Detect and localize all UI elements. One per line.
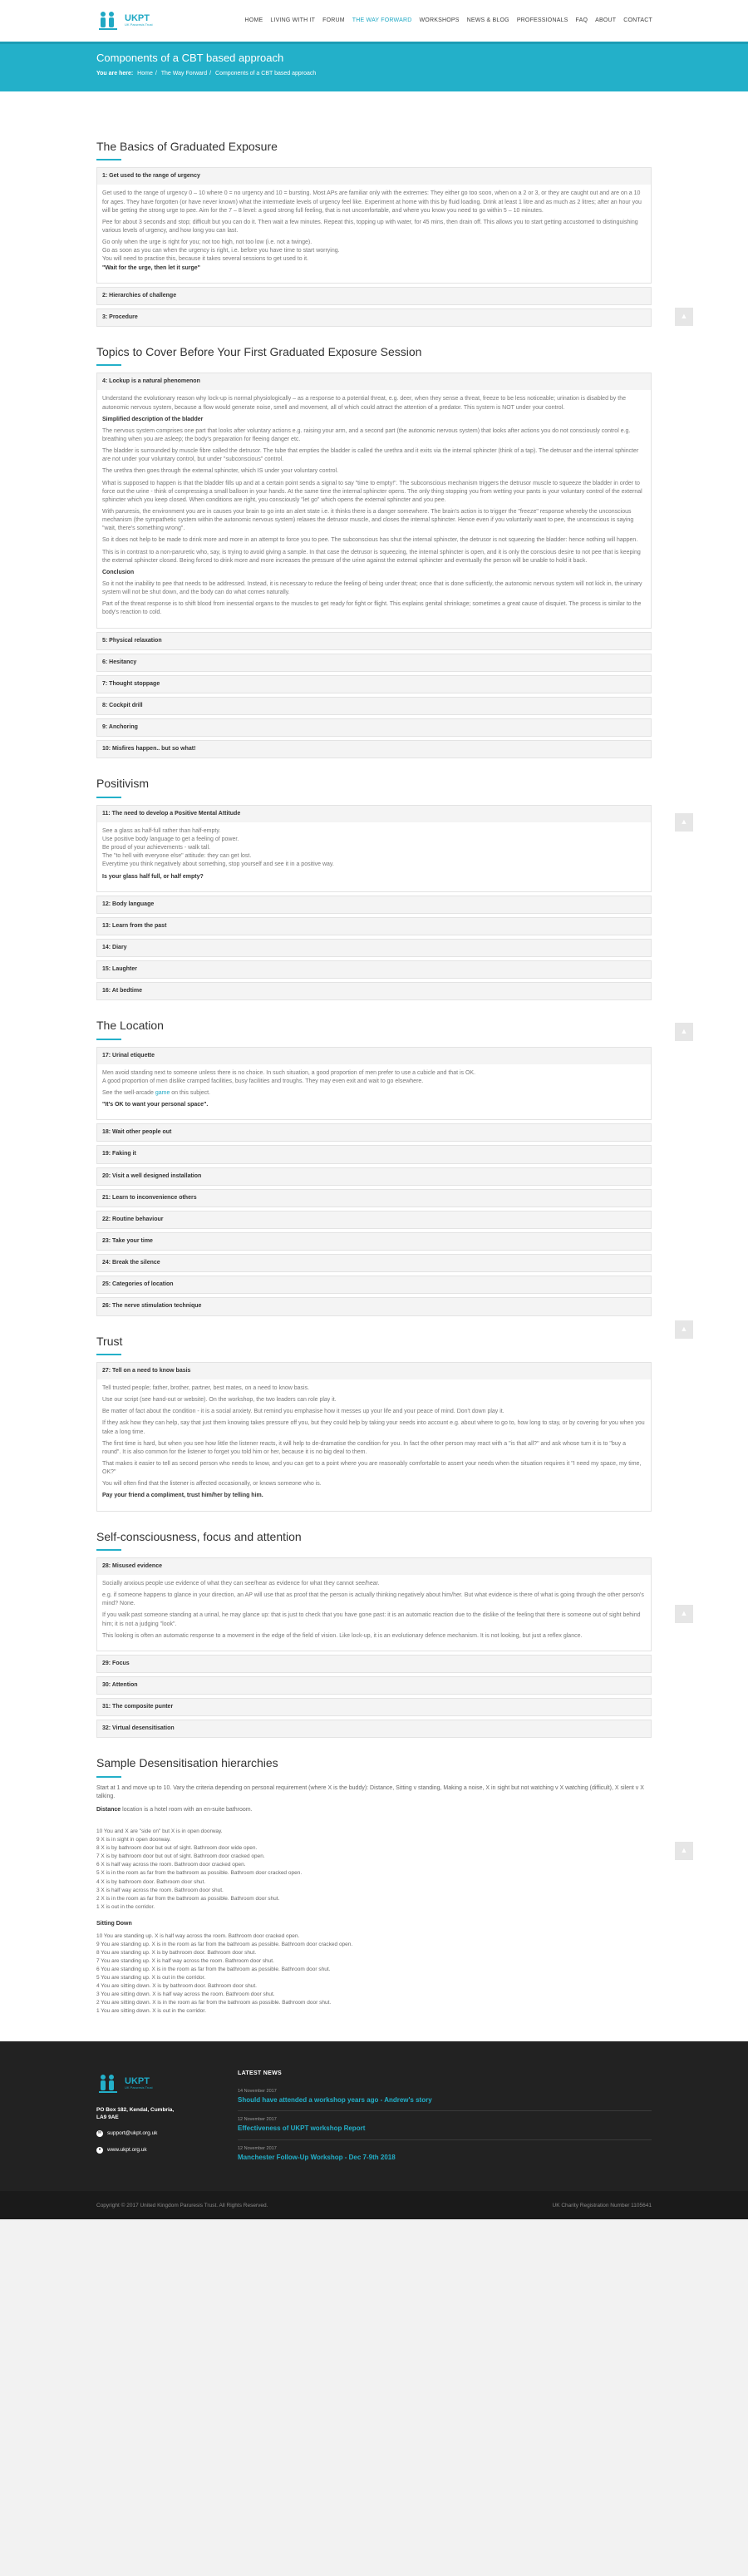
charity-number: UK Charity Registration Number 1105641 <box>552 2202 652 2208</box>
page-title-bar <box>0 42 748 91</box>
accordion-header[interactable]: 17: Urinal etiquette <box>97 1048 651 1064</box>
logo-figures-icon <box>96 2071 121 2096</box>
logo-figures-icon <box>96 8 121 33</box>
list-item: 1 You are sitting down. X is out in the corridor. <box>96 2008 206 2015</box>
page-title: Components of a CBT based approach <box>96 52 284 64</box>
paragraph: A good proportion of men dislike cramped facilities, busy facilities and troughs. They may even exit and wait to go elsewhere. <box>102 1078 424 1084</box>
paragraph: e.g. if someone happens to glance in your direction, an AP will use that as proof that the person is actually thinking negatively about him/her. But what evidence is there of what is going through the other person's mind? None. <box>102 1592 644 1607</box>
list-item: 3 X is half way across the room. Bathroom door shut. <box>96 1887 224 1893</box>
accordion-item-open[interactable] <box>96 805 652 892</box>
list-item: 2 You are sitting down. X is in the room as far from the bathroom as possible. Bathroom door shut. <box>96 2000 332 2006</box>
accordion-item-open[interactable] <box>96 1557 652 1651</box>
list-item: 7 X is by bathroom door but out of sight. Bathroom door cracked open. <box>96 1853 265 1860</box>
nav-faq[interactable]: FAQ <box>575 17 588 23</box>
accordion-header[interactable]: 18: Wait other people out <box>97 1124 651 1141</box>
section-title-graduated-exposure: The Basics of Graduated Exposure <box>96 140 278 153</box>
news-date: 12 November 2017 <box>238 2117 277 2123</box>
paragraph: What is supposed to happen is that the bladder fills up and at a certain point sends a signal to say "time to empty!". The subconscious mechanism triggers the detrusor muscle to squeeze the bladder in order to force out the urine - think of compressing a small balloon in your hands. At the same time the internal sphincter opens. The only thing stopping you from wetting your pants is your voluntary control of the external sphincter which you keep closed. When conditions are right, you consciously "let go" which opens the external sphincter and you pee. <box>102 480 642 503</box>
quote: Pay your friend a compliment, trust him/her by telling him. <box>102 1493 263 1499</box>
paragraph: That makes it easier to tell as second person who needs to know, and you can get to a point where you are reasonably comfortable to assert your needs when the situation requires it "I need my space, my time, OK?" <box>102 1461 642 1476</box>
accordion-header[interactable]: 31: The composite punter <box>97 1699 651 1715</box>
paragraph: Part of the threat response is to shift blood from inessential organs to the muscles to get ready for fight or flight. This explains genital shrinkage; sometimes a great cause of disquiet. The process is similar to the body's reaction to cold. <box>102 601 642 616</box>
accordion-item[interactable] <box>96 308 652 327</box>
bottom-bar <box>0 2191 748 2219</box>
logo-text: UKPT <box>125 2075 150 2086</box>
section-title-trust: Trust <box>96 1334 123 1348</box>
footer <box>0 2041 748 2192</box>
section-title-location: The Location <box>96 1019 164 1033</box>
accordion-body <box>97 390 651 627</box>
news-title-link[interactable]: Effectiveness of UKPT workshop Report <box>238 2124 366 2133</box>
accordion-header[interactable]: 16: At bedtime <box>97 983 651 999</box>
scroll-top-button[interactable] <box>675 1320 693 1339</box>
accordion-header[interactable]: 14: Diary <box>97 940 651 956</box>
distance-list <box>96 1828 652 1912</box>
list-item: 4 X is by bathroom door. Bathroom door shut. <box>96 1878 206 1885</box>
accordion-item[interactable] <box>96 654 652 672</box>
list-item: 10 You and X are "side on" but X is in open doorway. <box>96 1828 223 1835</box>
news-title-link[interactable]: Should have attended a workshop years ago - Andrew's story <box>238 2095 432 2104</box>
nav-forum[interactable]: FORUM <box>322 17 345 23</box>
list-item: 8 You are standing up. X is by bathroom door. Bathroom door shut. <box>96 1950 257 1957</box>
accordion-header[interactable]: 24: Break the silence <box>97 1255 651 1271</box>
game-link[interactable]: game <box>155 1090 170 1097</box>
list-item: 7 You are standing up. X is half way across the room. Bathroom door shut. <box>96 1958 274 1965</box>
chevron-up-icon: ▲ <box>680 1027 688 1036</box>
list-item: 3 You are sitting down. X is half way across the room. Bathroom door shut. <box>96 1991 275 1998</box>
breadcrumb-current: Components of a CBT based approach <box>215 70 317 76</box>
chevron-up-icon: ▲ <box>680 817 688 827</box>
paragraph: So it not the inability to pee that needs to be addressed. Instead, it is necessary to reduce the feeling of being under threat; once that is done sufficiently, the autonomic nervous system will not kick in, the urinary system will not be shut down, and the body can do what comes naturally. <box>102 580 642 596</box>
section-title-hierarchies: Sample Desensitisation hierarchies <box>96 1756 278 1770</box>
accordion-header[interactable]: 29: Focus <box>97 1656 651 1672</box>
accordion-header[interactable]: 9: Anchoring <box>97 719 651 736</box>
accordion-header[interactable]: 5: Physical relaxation <box>97 633 651 649</box>
accordion-header[interactable]: 10: Misfires happen.. but so what! <box>97 741 651 758</box>
quote: "Wait for the urge, then let it surge" <box>102 264 200 271</box>
accordion-header[interactable]: 19: Faking it <box>97 1146 651 1162</box>
nav-living-with-it[interactable]: LIVING WITH IT <box>270 17 316 23</box>
accordion-item[interactable] <box>96 1145 652 1163</box>
sitting-list <box>96 1932 652 2016</box>
accordion-item[interactable] <box>96 1720 652 1738</box>
footer-website[interactable]: www.ukpt.org.uk <box>107 2146 147 2153</box>
accordion-header[interactable]: 32: Virtual desensitisation <box>97 1720 651 1737</box>
nav-contact[interactable]: CONTACT <box>623 17 652 23</box>
accordion-item[interactable] <box>96 939 652 957</box>
paragraph: Socially anxious people use evidence of what they can see/hear as evidence for what they cannot see/hear. <box>102 1581 380 1587</box>
accordion-item[interactable] <box>96 917 652 935</box>
accordion-item[interactable] <box>96 1167 652 1186</box>
title-underline <box>96 797 121 798</box>
paragraph: Use our script (see hand-out or website). On the workshop, the two leaders can role play it. <box>102 1397 337 1404</box>
accordion-header[interactable]: 11: The need to develop a Positive Mental Attitude <box>97 806 651 822</box>
accordion-header[interactable]: 28: Misused evidence <box>97 1558 651 1575</box>
logo-subtitle: UK Paruresis Trust <box>125 2085 153 2090</box>
paragraph: If you walk past someone standing at a urinal, he may glance up: that is just to check that you have gone past: it is an automatic reaction due to the dislike of the feeling that there is someone out of sight behind him; it is not a judging "look". <box>102 1612 641 1627</box>
list-item: 5 You are standing up. X is out in the corridor. <box>96 1975 206 1981</box>
footer-logo[interactable] <box>96 2070 180 2098</box>
scroll-top-button[interactable] <box>675 813 693 832</box>
list-item: 9 You are standing up. X is in the room as far from the bathroom as possible. Bathroom door cracked open. <box>96 1941 353 1947</box>
nav-workshops[interactable]: WORKSHOPS <box>419 17 460 23</box>
accordion-header[interactable]: 7: Thought stoppage <box>97 676 651 693</box>
logo-text: UKPT <box>125 13 150 24</box>
breadcrumb: You are here: Home / The Way Forward / Components of a CBT based approach <box>96 70 317 76</box>
accordion-header[interactable]: 8: Cockpit drill <box>97 698 651 714</box>
list-item: 8 X is by bathroom door but out of sight. Bathroom door wide open. <box>96 1845 258 1852</box>
latest-news-heading: LATEST NEWS <box>238 2070 282 2076</box>
accordion-body <box>97 1064 651 1120</box>
accordion-header[interactable]: 25: Categories of location <box>97 1276 651 1293</box>
accordion-item-open[interactable] <box>96 373 652 628</box>
globe-icon: ● <box>96 2147 103 2154</box>
accordion-item[interactable] <box>96 1676 652 1695</box>
subheading: Conclusion <box>102 569 135 575</box>
accordion-body <box>97 822 651 891</box>
accordion-header[interactable]: 6: Hesitancy <box>97 654 651 671</box>
accordion-item[interactable] <box>96 982 652 1000</box>
chevron-up-icon: ▲ <box>680 1846 688 1855</box>
accordion-item[interactable] <box>96 718 652 737</box>
scroll-top-button[interactable] <box>675 308 693 326</box>
footer-email[interactable]: support@ukpt.org.uk <box>107 2130 158 2137</box>
accordion-item[interactable] <box>96 960 652 979</box>
accordion-header[interactable]: 4: Lockup is a natural phenomenon <box>97 373 651 390</box>
news-item[interactable] <box>238 2111 652 2140</box>
accordion-header[interactable]: 22: Routine behaviour <box>97 1212 651 1228</box>
list-item: 10 You are standing up. X is half way across the room. Bathroom door cracked open. <box>96 1932 300 1939</box>
main-content <box>0 91 748 2041</box>
paragraph: Be proud of your achievements - walk tall. <box>102 845 210 851</box>
section-title-topics: Topics to Cover Before Your First Graduated Exposure Session <box>96 344 422 358</box>
paragraph: The urethra then goes through the external sphincter, which IS under your voluntary control. <box>102 468 339 475</box>
text: See the well-arcade <box>102 1090 155 1097</box>
accordion-header[interactable]: 3: Procedure <box>97 309 651 326</box>
accordion-item[interactable] <box>96 740 652 758</box>
news-title-link[interactable]: Manchester Follow-Up Workshop - Dec 7-9th 2018 <box>238 2153 396 2161</box>
paragraph: If they ask how they can help, say that just them knowing takes pressure off you, but they could help by taking your needs into account e.g. about where to go to, how long to stay, or by covering for you when you take a long time. <box>102 1420 645 1435</box>
accordion-item[interactable] <box>96 1655 652 1673</box>
accordion-header[interactable]: 2: Hierarchies of challenge <box>97 288 651 304</box>
accordion-item[interactable] <box>96 1254 652 1272</box>
accordion-body <box>97 185 651 282</box>
chevron-up-icon: ▲ <box>680 1609 688 1618</box>
accordion-body <box>97 1575 651 1651</box>
copyright: Copyright © 2017 United Kingdom Paruresis Trust. All Rights Reserved. <box>96 2202 268 2208</box>
breadcrumb-home[interactable]: Home <box>137 70 153 76</box>
paragraph: Use positive body language to get a feeling of power. <box>102 836 239 842</box>
logo-subtitle: UK Paruresis Trust <box>125 22 153 27</box>
accordion-item[interactable] <box>96 1123 652 1142</box>
section-title-self-consciousness: Self-consciousness, focus and attention <box>96 1529 302 1543</box>
text: on this subject. <box>170 1090 210 1097</box>
accordion-header[interactable]: 23: Take your time <box>97 1233 651 1250</box>
title-underline <box>96 1354 121 1355</box>
title-underline <box>96 364 121 366</box>
distance-label: Distance <box>96 1807 121 1814</box>
accordion-item[interactable] <box>96 287 652 305</box>
paragraph: Start at 1 and move up to 10. Vary the criteria depending on personal requirement (where X is the buddy): Distance, Sitting v standing, Making a noise, X in sight but not watching v X watching (difficult), X silent v X talking. <box>96 1784 644 1799</box>
sitting-down-heading: Sitting Down <box>96 1920 132 1927</box>
chevron-up-icon: ▲ <box>680 312 688 321</box>
accordion-header[interactable]: 20: Visit a well designed installation <box>97 1168 651 1185</box>
accordion-item[interactable] <box>96 632 652 650</box>
paragraph: Understand the evolutionary reason why lock-up is normal physiologically – as a response to a potential threat, e.g. deer, when they sense a threat, freeze to be less noticeable; urination is disabled by the autonomic nervous system, because a flow would generate noise, smell and movement, all of which could attract the attention of a predator. This system is NOT under your control. <box>102 396 626 411</box>
accordion-item[interactable] <box>96 1232 652 1251</box>
nav-the-way-forward[interactable]: THE WAY FORWARD <box>352 17 412 23</box>
nav-about[interactable]: ABOUT <box>595 17 617 23</box>
accordion-item[interactable] <box>96 1698 652 1716</box>
paragraph: Go only when the urge is right for you; not too high, not too low (i.e. not a twinge). <box>102 239 312 246</box>
accordion-item[interactable] <box>96 697 652 715</box>
scroll-top-button[interactable] <box>675 1023 693 1041</box>
latest-news <box>238 2070 652 2169</box>
accordion-item[interactable] <box>96 675 652 693</box>
news-item[interactable] <box>238 2140 652 2169</box>
title-underline <box>96 159 121 160</box>
breadcrumb-prefix: You are here: <box>96 70 134 76</box>
breadcrumb-the-way-forward[interactable]: The Way Forward <box>160 70 208 76</box>
paragraph: Men avoid standing next to someone unless there is no choice. In such situation, a good proportion of men prefer to use a cubicle and that is OK. <box>102 1069 476 1076</box>
paragraph: Pee for about 3 seconds and stop; difficult but you can do it. Then wait a few minutes. Repeat this, topping up with water, for 45 mins, then drain off. This allows you to start getting accustomed to distinguishing various levels of urgency, and how long you can last. <box>102 219 638 234</box>
list-item: 9 X is in sight in open doorway. <box>96 1837 171 1843</box>
paragraph: The "to hell with everyone else" attitude: they can get lost. <box>102 853 252 860</box>
paragraph <box>96 1806 652 1814</box>
news-date: 12 November 2017 <box>238 2145 277 2151</box>
news-date: 14 November 2017 <box>238 2088 277 2094</box>
accordion-item[interactable] <box>96 1276 652 1294</box>
list-item: 6 You are standing up. X is in the room as far from the bathroom as possible. Bathroom door shut. <box>96 1967 331 1973</box>
list-item: 4 You are sitting down. X is by bathroom door. Bathroom door shut. <box>96 1983 257 1990</box>
list-item: 2 X is in the room as far from the bathroom as possible. Bathroom door shut. <box>96 1895 280 1902</box>
quote: "It's OK to want your personal space". <box>102 1102 209 1108</box>
paragraph: The nervous system comprises one part that looks after voluntary actions e.g. raising your arm, and a second part (the autonomic nervous system) that looks after actions you do not consciously control e.g. breathing when you are asleep; the body's preparation for fleeing danger etc. <box>102 427 631 442</box>
nav-professionals[interactable]: PROFESSIONALS <box>516 17 568 23</box>
section-title-positivism: Positivism <box>96 777 150 791</box>
accordion-item-open[interactable] <box>96 167 652 283</box>
paragraph <box>102 1089 646 1098</box>
accordion-header[interactable]: 30: Attention <box>97 1677 651 1694</box>
footer-contact <box>96 2070 180 2169</box>
envelope-icon: ✉ <box>97 2130 102 2136</box>
accordion-item[interactable] <box>96 1297 652 1315</box>
main-nav <box>245 17 652 25</box>
text: location is a hotel room with an en-suite bathroom. <box>121 1807 253 1814</box>
paragraph: Get used to the range of urgency 0 – 10 where 0 = no urgency and 10 = bursting. Most APs are familiar only with the extremes: They either go too soon, when on a 2 or 3, or they are caught out and are on a 10 for ages. They have forgotten (or have never known) what the intermediate levels of urgency feel like. Experiment at home with this by fluid loading. Drink at least 1 litre and as much as 2 litres; after an hour you will be getting the strong urge to pee. Aim for the 7 – 8 level: a good strong full feeling, that is not uncomfortable, and where you know you need to go within 5 – 10 minutes. <box>102 190 642 214</box>
paragraph: Tell trusted people; father, brother, partner, best mates, on a need to know basis. <box>102 1385 310 1392</box>
accordion-header[interactable]: 13: Learn from the past <box>97 918 651 935</box>
nav-home[interactable]: HOME <box>244 17 263 23</box>
accordion-header[interactable]: 27: Tell on a need to know basis <box>97 1363 651 1379</box>
paragraph: This looking is often an automatic response to a movement in the edge of the field of vision. Like lock-up, it is an evolutionary defence mechanism. It is not looking, but just a reflex glance. <box>102 1632 583 1639</box>
top-header <box>0 0 748 42</box>
accordion-item[interactable] <box>96 896 652 914</box>
paragraph: The bladder is surrounded by muscle fibre called the detrusor. The tube that empties the bladder is called the urethra and it exits via the internal sphincter (think of a tap). The detrusor and the internal sphincter are not under your voluntary control, but under "subconscious" control. <box>102 448 639 463</box>
chevron-up-icon: ▲ <box>680 1325 688 1334</box>
accordion-body <box>97 1379 651 1511</box>
footer-web-row[interactable] <box>96 2146 180 2154</box>
scroll-top-button[interactable] <box>675 1605 693 1623</box>
accordion-item[interactable] <box>96 1189 652 1207</box>
paragraph: You will often find that the listener is affected occasionally, or knows someone who is. <box>102 1481 322 1488</box>
title-underline <box>96 1776 121 1778</box>
subheading: Simplified description of the bladder <box>102 416 204 422</box>
paragraph: Go as soon as you can when the urgency is right, i.e. before you have time to start worrying. <box>102 248 340 254</box>
accordion-header[interactable]: 21: Learn to inconvenience others <box>97 1190 651 1207</box>
list-item: 6 X is half way across the room. Bathroom door cracked open. <box>96 1862 246 1868</box>
title-underline <box>96 1549 121 1551</box>
accordion-header[interactable]: 12: Body language <box>97 896 651 913</box>
list-item: 1 X is out in the corridor. <box>96 1903 155 1910</box>
accordion-header[interactable]: 26: The nerve stimulation technique <box>97 1298 651 1315</box>
list-item: 5 X is in the room as far from the bathroom as possible. Bathroom door cracked open. <box>96 1870 303 1877</box>
accordion-header[interactable]: 15: Laughter <box>97 961 651 978</box>
footer-email-row[interactable] <box>96 2129 180 2137</box>
paragraph: The first time is hard, but when you see how little the listener reacts, it will help to de-dramatise the condition for you. In fact the other person may react with a "is that all?" and ask whose turn it is to "buy a round". It is also common for the listener to forget you told him or her, because it is no big deal to them. <box>102 1440 626 1455</box>
paragraph: Be matter of fact about the condition - it is a social anxiety. But remind you emphasise how it messes up your life and your peace of mind. Don't down play it. <box>102 1409 504 1415</box>
nav-news-blog[interactable]: NEWS & BLOG <box>466 17 509 23</box>
footer-address: PO Box 182, Kendal, Cumbria, LA9 9AE <box>96 2106 175 2120</box>
accordion-item-open[interactable] <box>96 1047 652 1121</box>
quote: Is your glass half full, or half empty? <box>102 873 204 880</box>
paragraph: See a glass as half-full rather than half-empty. <box>102 827 221 834</box>
scroll-top-button[interactable] <box>675 1842 693 1860</box>
site-logo[interactable] <box>96 7 153 35</box>
paragraph: With paruresis, the environment you are in causes your brain to go into an alert state i.e. it thinks there is a danger somewhere. The brain's action is to trigger the "freeze" response whereby the unconscious mechanism (the sympathetic system within the autonomic nervous system) relaxes the detrusor muscle, and closes the internal sphincter. Hence even if you voluntarily want to pee, the unconscious is saying "wait, there's something wrong". <box>102 508 634 532</box>
hierarchies-content <box>96 1784 652 2016</box>
title-underline <box>96 1039 121 1040</box>
paragraph: Everytime you think negatively about something, stop yourself and see it in a positive way. <box>102 861 334 868</box>
paragraph: So it does not help to be made to drink more and more in an attempt to force you to pee. The subconscious has shut the internal sphincter, the detrusor is not squeezing the bladder: hence nothing will happen. <box>102 537 638 544</box>
news-item[interactable] <box>238 2083 652 2112</box>
accordion-header[interactable]: 1: Get used to the range of urgency <box>97 168 651 185</box>
paragraph: You will need to practise this, because it takes several sessions to get used to it. <box>102 256 308 263</box>
paragraph: This is in contrast to a non-paruretic who, say, is trying to avoid giving a sample. In that case the detrusor is squeezing, the internal sphincter is open, and it is only the conscious desire to not pee that is keeping the external sphincter closed. Being forced to drink more and more increases the pressure of the urine against the external sphincter and eventually the person will be unable to hold it back. <box>102 549 641 564</box>
accordion-item-open[interactable] <box>96 1362 652 1512</box>
accordion-item[interactable] <box>96 1211 652 1229</box>
